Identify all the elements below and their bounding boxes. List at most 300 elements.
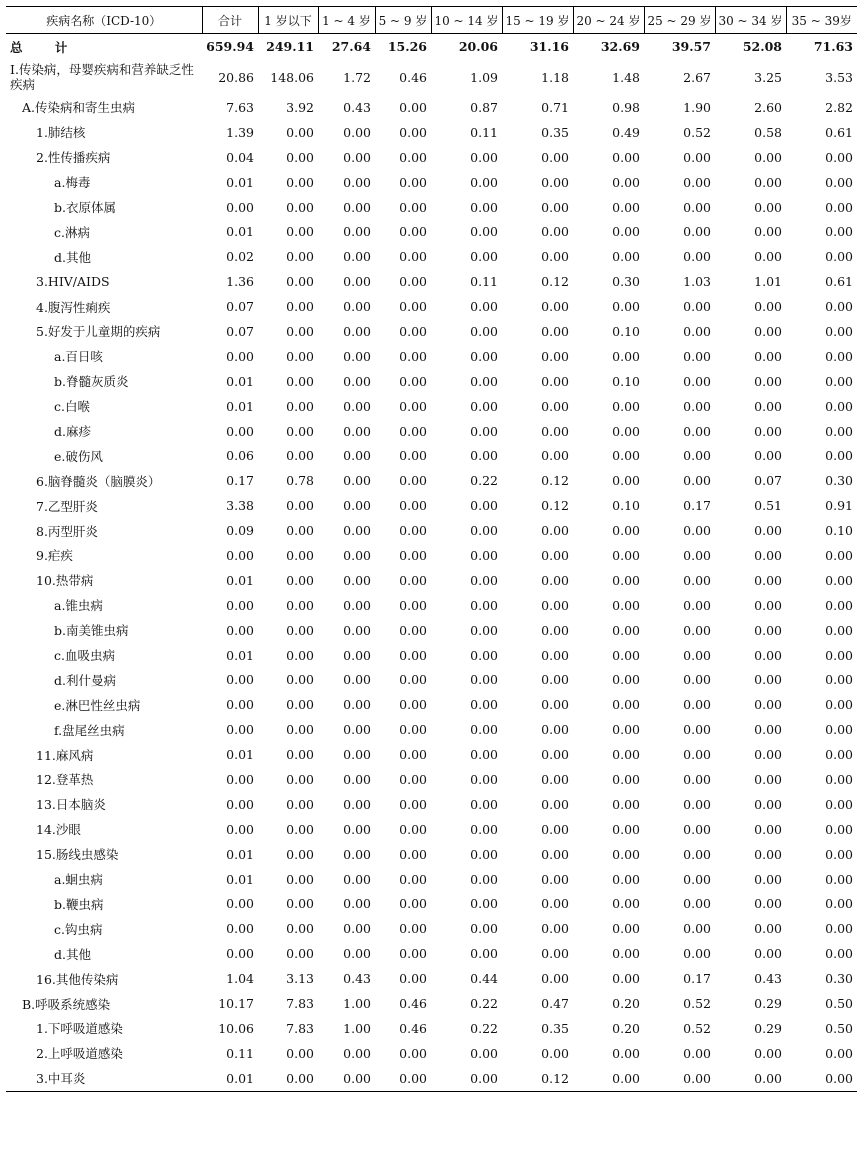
rate-cell: 0.02 [226, 249, 254, 265]
rate-cell: 1.48 [612, 69, 640, 85]
rate-cell: 0.00 [825, 672, 853, 688]
disease-name-cell: e.淋巴性丝虫病 [54, 697, 141, 713]
rate-cell: 0.01 [226, 747, 254, 763]
rate-cell: 0.00 [286, 597, 314, 613]
rate-cell: 0.00 [541, 747, 569, 763]
rate-cell: 0.00 [541, 398, 569, 414]
disease-name-cell: a.梅毒 [54, 175, 91, 191]
rate-cell: 0.00 [470, 697, 498, 713]
column-header: 20 ~ 24 岁 [573, 7, 644, 34]
rate-cell: 0.00 [399, 224, 427, 240]
rate-cell: 0.00 [399, 871, 427, 887]
rate-cell: 0.00 [825, 547, 853, 563]
rate-cell: 0.01 [226, 373, 254, 389]
rate-cell: 0.00 [683, 697, 711, 713]
rate-cell: 0.00 [541, 871, 569, 887]
rate-cell: 0.00 [612, 448, 640, 464]
rate-cell: 0.00 [470, 896, 498, 912]
rate-cell: 0.00 [286, 448, 314, 464]
rate-cell: 1.39 [226, 124, 254, 140]
rate-cell: 0.00 [754, 1045, 782, 1061]
rate-cell: 0.01 [226, 398, 254, 414]
rate-cell: 0.47 [541, 996, 569, 1011]
rate-cell: 0.00 [683, 323, 711, 339]
table-row [6, 1016, 857, 1041]
rate-cell: 0.78 [286, 473, 314, 489]
rate-cell: 0.00 [375, 1066, 431, 1091]
rate-cell: 0.00 [470, 871, 498, 887]
rate-cell: 0.20 [612, 1020, 640, 1036]
rate-cell: 0.00 [612, 946, 640, 962]
rate-cell: 0.00 [541, 971, 569, 987]
total-row [6, 34, 857, 60]
rate-cell: 0.00 [683, 572, 711, 588]
rate-cell: 0.00 [683, 224, 711, 240]
table-row [6, 1066, 857, 1091]
rate-cell: 0.50 [825, 996, 853, 1011]
rate-cell: 0.00 [399, 174, 427, 190]
rate-cell: 0.00 [683, 896, 711, 912]
rate-cell: 0.07 [226, 323, 254, 339]
table-row [6, 1041, 857, 1066]
rate-cell: 0.00 [754, 547, 782, 563]
rate-cell: 0.00 [470, 647, 498, 663]
rate-cell: 10.17 [218, 996, 254, 1011]
rate-cell: 0.00 [825, 299, 853, 315]
rate-cell: 0.00 [825, 373, 853, 389]
table-row [6, 59, 857, 95]
rate-cell: 0.00 [343, 124, 371, 140]
rate-cell: 0.00 [612, 473, 640, 489]
rate-cell: 0.00 [399, 274, 427, 290]
rate-cell: 0.30 [825, 971, 853, 987]
rate-cell: 0.00 [343, 473, 371, 489]
rate-cell: 0.00 [825, 921, 853, 937]
rate-cell: 1.72 [343, 69, 371, 85]
rate-cell: 3.13 [286, 971, 314, 987]
rate-cell: 0.46 [399, 1020, 427, 1036]
disease-name-cell: 16.其他传染病 [36, 971, 119, 987]
table-row [6, 369, 857, 394]
rate-cell: 0.00 [683, 299, 711, 315]
rate-cell: 0.35 [541, 1020, 569, 1036]
rate-cell: 0.00 [754, 771, 782, 787]
rate-cell: 0.00 [399, 149, 427, 165]
rate-cell: 0.00 [399, 921, 427, 937]
rate-cell: 0.00 [612, 1045, 640, 1061]
rate-cell: 0.00 [754, 672, 782, 688]
rate-cell: 0.00 [825, 896, 853, 912]
rate-cell: 1.90 [683, 99, 711, 115]
rate-cell: 0.00 [612, 348, 640, 364]
rate-cell: 0.43 [343, 971, 371, 987]
table-row [6, 892, 857, 917]
disease-name-cell: 14.沙眼 [36, 822, 81, 838]
rate-cell: 0.00 [226, 946, 254, 962]
disease-name-cell: d.其他 [54, 249, 91, 265]
rate-cell: 0.00 [612, 572, 640, 588]
rate-cell: 0.10 [612, 373, 640, 389]
rate-cell: 0.00 [399, 622, 427, 638]
disease-name-cell: 5.好发于儿童期的疾病 [36, 324, 161, 340]
table-row [6, 941, 857, 966]
rate-cell: 0.00 [612, 722, 640, 738]
table-row [6, 568, 857, 593]
rate-cell: 0.00 [754, 747, 782, 763]
rate-cell: 0.00 [286, 124, 314, 140]
rate-cell: 0.06 [226, 448, 254, 464]
rate-cell: 71.63 [813, 39, 853, 54]
rate-cell: 0.00 [612, 597, 640, 613]
rate-cell: 0.00 [399, 796, 427, 812]
rate-cell: 0.00 [470, 672, 498, 688]
rate-cell: 0.00 [343, 871, 371, 887]
rate-cell: 0.00 [541, 896, 569, 912]
rate-cell: 0.52 [683, 124, 711, 140]
rate-cell: 0.00 [754, 423, 782, 439]
rate-cell: 7.63 [226, 99, 254, 115]
rate-cell: 0.00 [470, 846, 498, 862]
disease-name-cell: b.衣原体属 [54, 200, 116, 215]
rate-cell: 0.49 [612, 124, 640, 140]
rate-cell: 0.00 [470, 821, 498, 837]
rate-cell: 0.00 [286, 896, 314, 912]
table-header [6, 7, 857, 34]
disease-name-cell: d.利什曼病 [54, 672, 116, 688]
rate-cell: 0.00 [541, 647, 569, 663]
rate-cell: 0.00 [612, 423, 640, 439]
rate-cell: 0.00 [286, 149, 314, 165]
table-row [6, 717, 857, 742]
disease-name-cell: 9.疟疾 [36, 548, 73, 564]
rate-cell: 0.01 [226, 224, 254, 240]
rate-cell: 0.00 [399, 946, 427, 962]
column-header: 35 ~ 39岁 [786, 7, 857, 34]
rate-cell: 0.00 [825, 1045, 853, 1061]
rate-cell: 0.00 [754, 323, 782, 339]
rate-cell: 0.00 [754, 647, 782, 663]
rate-cell: 0.00 [825, 796, 853, 812]
rate-cell: 0.00 [343, 174, 371, 190]
rate-cell: 0.00 [754, 796, 782, 812]
rate-cell: 0.00 [286, 722, 314, 738]
rate-cell: 0.00 [343, 896, 371, 912]
rate-cell: 0.00 [286, 747, 314, 763]
rate-cell: 0.00 [286, 299, 314, 315]
rate-cell: 0.00 [754, 224, 782, 240]
rate-cell: 0.00 [612, 672, 640, 688]
rate-cell: 0.00 [612, 771, 640, 787]
disease-name-cell: c.血吸虫病 [54, 648, 115, 664]
disease-name-cell: a.蛔虫病 [54, 872, 103, 888]
rate-cell: 0.00 [470, 747, 498, 763]
rate-cell: 0.00 [754, 199, 782, 215]
rate-cell: 0.87 [470, 99, 498, 115]
rate-cell: 0.00 [754, 249, 782, 265]
table-row [6, 419, 857, 444]
rate-cell: 0.00 [754, 722, 782, 738]
rate-cell: 3.38 [226, 498, 254, 514]
rate-cell: 0.00 [825, 647, 853, 663]
rate-cell: 0.00 [754, 871, 782, 887]
rate-cell: 0.00 [825, 771, 853, 787]
rate-cell: 0.46 [399, 69, 427, 85]
rate-cell: 39.57 [671, 39, 711, 54]
rate-cell: 0.00 [541, 622, 569, 638]
rate-cell: 0.00 [754, 597, 782, 613]
rate-cell: 0.00 [343, 199, 371, 215]
rate-cell: 1.00 [343, 996, 371, 1011]
disease-name-cell: 12.登革热 [36, 772, 94, 788]
rate-cell: 0.00 [470, 946, 498, 962]
rate-cell: 0.00 [825, 747, 853, 763]
rate-cell: 0.00 [541, 199, 569, 215]
disease-name-cell: 6.脑脊髓炎（脑膜炎） [36, 473, 161, 489]
rate-cell: 0.00 [286, 821, 314, 837]
rate-cell: 0.00 [825, 871, 853, 887]
rate-cell: 0.01 [226, 647, 254, 663]
disease-name-cell: c.钩虫病 [54, 921, 103, 937]
rate-cell: 0.00 [683, 523, 711, 539]
rate-cell: 0.00 [754, 896, 782, 912]
rate-cell: 0.00 [683, 672, 711, 688]
rate-cell: 0.00 [612, 224, 640, 240]
rate-cell: 0.00 [825, 722, 853, 738]
rate-cell: 0.00 [399, 846, 427, 862]
rate-cell: 0.00 [825, 348, 853, 364]
rate-cell: 0.00 [612, 747, 640, 763]
rate-cell: 0.00 [286, 373, 314, 389]
rate-cell: 0.00 [286, 398, 314, 414]
rate-cell: 0.00 [399, 348, 427, 364]
rate-cell: 0.00 [541, 572, 569, 588]
rate-cell: 0.00 [612, 871, 640, 887]
rate-cell: 0.00 [541, 1045, 569, 1061]
rate-cell: 0.00 [343, 846, 371, 862]
rate-cell: 0.00 [754, 398, 782, 414]
column-header: 1 岁以下 [258, 7, 318, 34]
table-row [6, 170, 857, 195]
rate-cell: 0.00 [541, 224, 569, 240]
rate-cell: 0.00 [286, 174, 314, 190]
rate-cell: 0.01 [226, 846, 254, 862]
rate-cell: 0.30 [612, 274, 640, 290]
rate-cell: 3.92 [286, 99, 314, 115]
column-header: 10 ~ 14 岁 [431, 7, 502, 34]
rate-cell: 0.12 [502, 1066, 573, 1091]
rate-cell: 0.00 [343, 771, 371, 787]
rate-cell: 0.00 [683, 771, 711, 787]
table-row [6, 95, 857, 120]
rate-cell: 0.11 [470, 124, 498, 140]
rate-cell: 0.00 [683, 946, 711, 962]
rate-cell: 0.00 [470, 398, 498, 414]
rate-cell: 0.00 [343, 796, 371, 812]
rate-cell: 0.00 [683, 846, 711, 862]
rate-cell: 0.00 [825, 174, 853, 190]
rate-cell: 0.00 [399, 672, 427, 688]
rate-cell: 0.00 [286, 796, 314, 812]
rate-cell: 0.00 [226, 896, 254, 912]
table-row [6, 618, 857, 643]
rate-cell: 0.00 [541, 821, 569, 837]
rate-cell: 1.09 [470, 69, 498, 85]
rate-cell: 0.00 [612, 149, 640, 165]
rate-cell: 0.00 [825, 821, 853, 837]
rate-cell: 0.00 [541, 722, 569, 738]
rate-cell: 0.00 [683, 1045, 711, 1061]
rate-cell: 0.00 [470, 373, 498, 389]
rate-cell: 0.00 [470, 348, 498, 364]
rate-cell: 0.17 [683, 498, 711, 514]
rate-cell: 0.00 [825, 423, 853, 439]
rate-cell: 0.46 [399, 996, 427, 1011]
rate-cell: 2.82 [825, 99, 853, 115]
rate-cell: 0.00 [258, 1066, 318, 1091]
rate-cell: 0.00 [431, 1066, 502, 1091]
table-row [6, 692, 857, 717]
rate-cell: 0.00 [683, 448, 711, 464]
rate-cell: 0.00 [825, 199, 853, 215]
rate-cell: 0.00 [343, 373, 371, 389]
rate-cell: 0.00 [683, 647, 711, 663]
rate-cell: 7.83 [286, 1020, 314, 1036]
rate-cell: 0.51 [754, 498, 782, 514]
rate-cell: 0.00 [612, 796, 640, 812]
rate-cell: 3.53 [825, 69, 853, 85]
rate-cell: 0.00 [286, 523, 314, 539]
rate-cell: 0.07 [226, 299, 254, 315]
rate-cell: 1.01 [754, 274, 782, 290]
rate-cell: 0.44 [470, 971, 498, 987]
rate-cell: 0.00 [343, 946, 371, 962]
rate-cell: 0.00 [343, 149, 371, 165]
disease-name-cell: B.呼吸系统感染 [22, 996, 111, 1012]
disease-name-cell: 7.乙型肝炎 [36, 498, 98, 514]
table-row [6, 543, 857, 568]
rate-cell: 0.09 [226, 523, 254, 539]
rate-cell: 0.00 [825, 224, 853, 240]
rate-cell: 0.10 [825, 523, 853, 539]
rate-cell: 0.00 [343, 323, 371, 339]
table-row [6, 667, 857, 692]
rate-cell: 0.00 [226, 796, 254, 812]
rate-cell: 0.00 [343, 249, 371, 265]
rate-cell: 0.00 [541, 149, 569, 165]
rate-cell: 0.00 [343, 299, 371, 315]
rate-cell: 0.22 [470, 473, 498, 489]
table-row [6, 120, 857, 145]
rate-cell: 0.00 [399, 373, 427, 389]
table-row [6, 145, 857, 170]
rate-cell: 0.00 [226, 547, 254, 563]
rate-cell: 0.00 [683, 622, 711, 638]
rate-cell: 0.12 [541, 473, 569, 489]
rate-cell: 0.17 [226, 473, 254, 489]
rate-cell: 0.00 [399, 473, 427, 489]
rate-cell: 0.00 [470, 1045, 498, 1061]
rate-cell: 52.08 [742, 39, 782, 54]
rate-cell: 1.04 [226, 971, 254, 987]
rate-cell: 0.35 [541, 124, 569, 140]
disease-name-cell: a.百日咳 [54, 349, 103, 365]
disease-name-cell: 总 计 [10, 39, 82, 55]
rate-cell: 0.00 [541, 921, 569, 937]
disease-name-cell: c.白喉 [54, 399, 90, 415]
rate-cell: 0.00 [754, 572, 782, 588]
rate-cell: 0.00 [470, 199, 498, 215]
rate-cell: 0.00 [226, 921, 254, 937]
rate-cell: 0.98 [612, 99, 640, 115]
rate-cell: 20.06 [458, 39, 498, 54]
rate-cell: 0.91 [825, 498, 853, 514]
rate-cell: 0.52 [683, 1020, 711, 1036]
rate-cell: 0.00 [754, 921, 782, 937]
rate-cell: 0.00 [825, 597, 853, 613]
rate-cell: 0.00 [399, 747, 427, 763]
disease-name-cell: e.破伤风 [54, 448, 103, 464]
rate-cell: 1.03 [683, 274, 711, 290]
rate-cell: 0.00 [286, 498, 314, 514]
disease-name-cell: 3.中耳炎 [6, 1066, 202, 1091]
rate-cell: 0.00 [399, 249, 427, 265]
rate-cell: 0.00 [286, 224, 314, 240]
rate-cell: 0.00 [825, 622, 853, 638]
column-header: 合计 [202, 7, 258, 34]
rate-cell: 0.00 [683, 747, 711, 763]
rate-cell: 0.00 [683, 547, 711, 563]
table-row [6, 269, 857, 294]
column-header-disease: 疾病名称（ICD-10） [6, 7, 202, 34]
rate-cell: 0.00 [399, 1045, 427, 1061]
rate-cell: 0.00 [470, 547, 498, 563]
rate-cell: 0.61 [825, 124, 853, 140]
table-row [6, 792, 857, 817]
disease-name-cell: 13.日本脑炎 [36, 797, 106, 813]
rate-cell: 0.00 [683, 597, 711, 613]
rate-cell: 0.00 [541, 249, 569, 265]
rate-cell: 0.00 [825, 946, 853, 962]
rate-cell: 0.10 [612, 498, 640, 514]
rate-cell: 0.00 [343, 547, 371, 563]
rate-cell: 2.60 [754, 99, 782, 115]
rate-cell: 0.00 [754, 846, 782, 862]
rate-cell: 0.00 [399, 124, 427, 140]
rate-cell: 0.00 [683, 373, 711, 389]
rate-cell: 20.86 [218, 69, 254, 85]
rate-cell: 0.00 [825, 323, 853, 339]
rate-cell: 0.00 [612, 697, 640, 713]
rate-cell: 0.00 [612, 846, 640, 862]
rate-cell: 0.00 [612, 398, 640, 414]
rate-cell: 0.11 [470, 274, 498, 290]
rate-cell: 0.00 [286, 946, 314, 962]
rate-cell: 0.00 [573, 1066, 644, 1091]
rate-cell: 0.00 [683, 199, 711, 215]
rate-cell: 0.00 [343, 398, 371, 414]
disease-name-cell: I.传染病，母婴疾病和营养缺乏性疾病 [10, 62, 194, 92]
rate-cell: 0.00 [754, 174, 782, 190]
rate-cell: 0.01 [226, 871, 254, 887]
rate-cell: 0.11 [226, 1045, 254, 1061]
rate-cell: 0.00 [399, 572, 427, 588]
rate-cell: 0.00 [754, 697, 782, 713]
rate-cell: 0.43 [754, 971, 782, 987]
rate-cell: 0.00 [754, 523, 782, 539]
rate-cell: 0.22 [470, 1020, 498, 1036]
table-row [6, 742, 857, 767]
table-row [6, 817, 857, 842]
